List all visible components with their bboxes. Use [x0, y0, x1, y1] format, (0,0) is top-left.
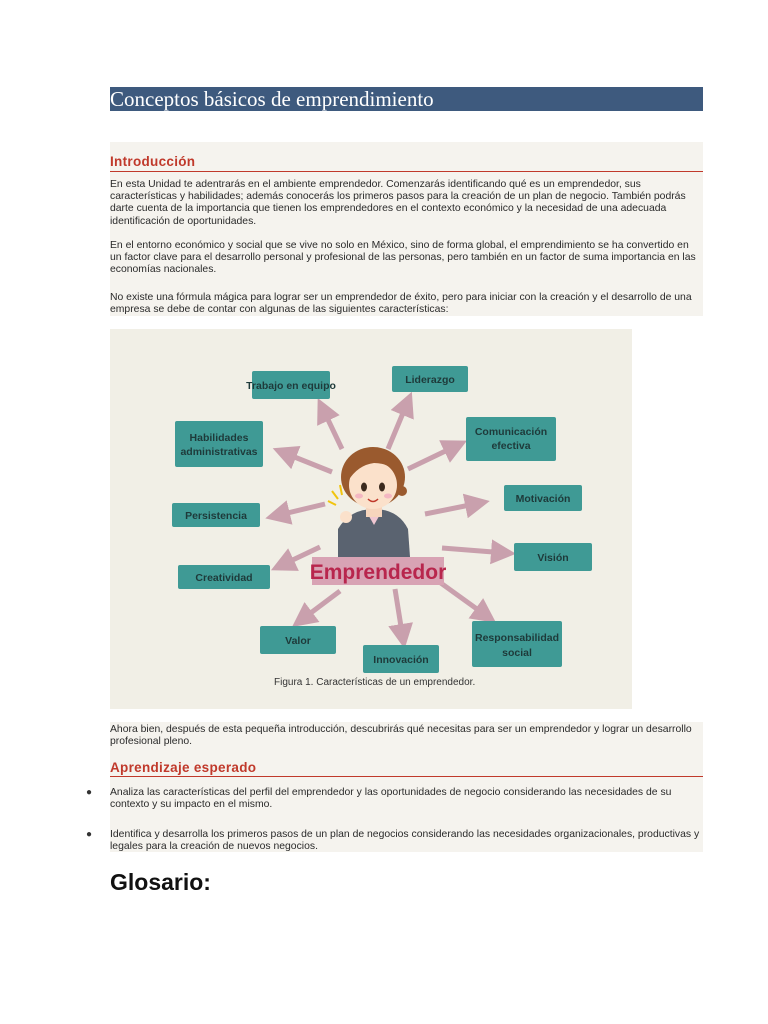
arrow-responsabilidad	[438, 581, 488, 617]
arrow-innovacion	[395, 589, 403, 639]
glosario-heading: Glosario:	[110, 869, 211, 895]
intro-heading: Introducción	[110, 154, 196, 169]
node-responsabilidad-line1: Responsabilidad	[474, 632, 560, 644]
node-comunicacion-bg	[466, 417, 556, 461]
arrow-trabajo	[322, 407, 342, 449]
bullet-icon: ●	[86, 787, 93, 798]
arrow-liderazgo	[388, 401, 408, 449]
intro-paragraph-3: No existe una fórmula mágica para lograr ser un emprendedor de éxito, pero para iniciar con la creación y el desarrollo de una empresa se debe de contar con algunas de las siguientes características:	[110, 292, 692, 316]
entrepreneur-diagram	[110, 329, 632, 709]
figure-caption: Figura 1. Características de un emprendedor.	[274, 677, 476, 688]
center-node-label: Emprendedor	[309, 561, 447, 584]
outro-paragraph: Ahora bien, después de esta pequeña introducción, descubrirás qué necesitas para ser un emprendedor y lograr un desarrollo profesional pleno.	[110, 724, 692, 748]
list-item-text: Analiza las características del perfil del emprendedor y las oportunidades de negocio considerando las necesidades de su contexto y su impacto en el mismo.	[110, 787, 672, 811]
arrow-persistencia	[275, 504, 325, 516]
node-responsabilidad-line2: social	[502, 647, 532, 659]
node-creatividad: Creatividad	[195, 572, 253, 584]
arrow-habilidades	[282, 452, 332, 472]
node-comunicacion-line1: Comunicación	[474, 426, 548, 438]
node-comunicacion-line2: efectiva	[491, 440, 531, 452]
node-habilidades-bg	[175, 421, 263, 467]
node-persistencia: Persistencia	[185, 510, 247, 522]
intro-paragraph-1: En esta Unidad te adentrarás en el ambiente emprendedor. Comenzarás identificando qué es un emprendedor, sus características y habilidades; además conocerás los primeros pasos para la creación de un plan de negocio. También podrás darte cuenta de la importancia que tienen los emprendedores en el contexto económico y la necesidad de una adecuada identificación de oportunidades.	[110, 179, 686, 227]
node-trabajo: Trabajo en equipo	[246, 380, 336, 392]
arrow-vision	[442, 548, 506, 553]
arrow-motivacion	[425, 503, 480, 514]
arrow-valor	[300, 591, 340, 621]
aprendizaje-heading-rule	[110, 776, 703, 777]
node-motivacion: Motivación	[515, 493, 571, 505]
bullet-icon: ●	[86, 829, 93, 840]
node-valor: Valor	[285, 635, 311, 647]
intro-paragraph-2: En el entorno económico y social que se vive no solo en México, sino de forma global, el emprendimiento se ha convertido en un factor clave para el desarrollo personal y profesional de las personas, pero también en un factor de suma importancia en las economías nacionales.	[110, 240, 696, 276]
arrow-comunicacion	[408, 445, 458, 469]
page-title: Conceptos básicos de emprendimiento	[110, 87, 434, 111]
node-liderazgo: Liderazgo	[405, 374, 455, 386]
intro-heading-rule	[110, 171, 703, 172]
node-habilidades-line2: administrativas	[180, 446, 258, 458]
node-innovacion: Innovación	[373, 654, 429, 666]
node-habilidades-line1: Habilidades	[189, 432, 249, 444]
node-responsabilidad-bg	[472, 621, 562, 667]
aprendizaje-heading: Aprendizaje esperado	[110, 760, 257, 775]
node-vision: Visión	[537, 552, 569, 564]
entrepreneur-figure	[110, 329, 632, 709]
list-item-text: Identifica y desarrolla los primeros pasos de un plan de negocios considerando las necesidades organizacionales, productivas y legales para la creación de nuevos negocios.	[110, 829, 700, 853]
center-node	[310, 557, 447, 585]
entrepreneur-character-icon	[328, 447, 410, 557]
